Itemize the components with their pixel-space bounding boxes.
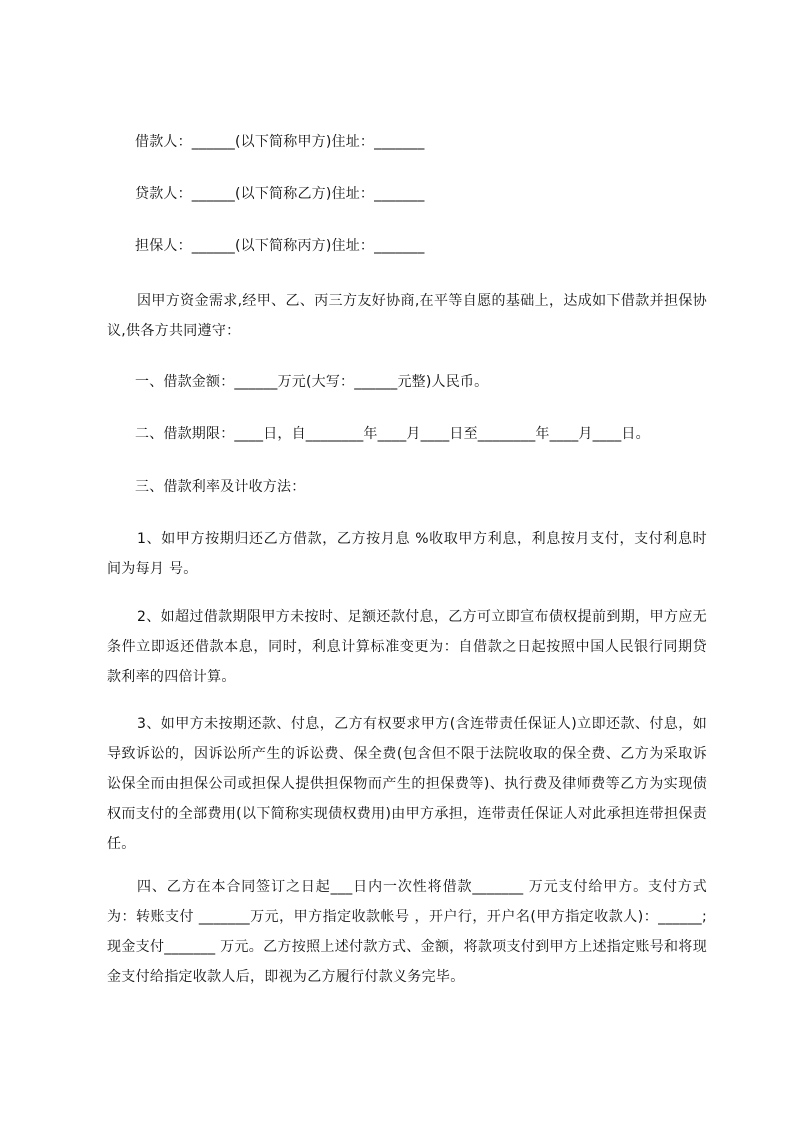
borrower-line: 借款人：______(以下简称甲方)住址：_______ — [135, 134, 425, 150]
clause-item-2: 2、如超过借款期限甲方未按时、足额还款付息，乙方可立即宣布债权提前到期，甲方应无条件立即返还借款本息，同时，利息计算标准变更为：自借款之日起按照中国人民银行同期贷款利率的四倍计算。 — [107, 609, 707, 685]
clause-term: 二、借款期限：____日，自________年____月____日至________年____月____日。 — [135, 426, 650, 442]
clause-payment: 四、乙方在本合同签订之日起___日内一次性将借款_______ 万元支付给甲方。支付方式为：转账支付 _______万元，甲方指定收款帐号 ，开户行，开户名(甲方指定收款人)：______;现金支付_______ 万元。乙方按照上述付款方式、金额，将款项支付到甲方上述指定账号和将现金支付给指定收款人后，即视为乙方履行付款义务完毕。 — [107, 879, 707, 985]
lender-line: 贷款人：______(以下简称乙方)住址：_______ — [135, 186, 425, 202]
clause-interest-heading: 三、借款利率及计收方法： — [135, 479, 306, 495]
guarantor-line: 担保人：______(以下简称丙方)住址：_______ — [135, 238, 425, 254]
clause-amount: 一、借款金额：______万元(大写：______元整)人民币。 — [135, 374, 489, 390]
clause-item-1: 1、如甲方按期归还乙方借款，乙方按月息 %收取甲方利息，利息按月支付，支付利息时间为每月 号。 — [107, 531, 707, 577]
clause-item-3: 3、如甲方未按期还款、付息，乙方有权要求甲方(含连带责任保证人)立即还款、付息，如导致诉讼的，因诉讼所产生的诉讼费、保全费(包含但不限于法院收取的保全费、乙方为采取诉讼保全而由担保公司或担保人提供担保物而产生的担保费等)、执行费及律师费等乙方为实现债权而支付的全部费用(以下简称实现债权费用)由甲方承担，连带责任保证人对此承担连带担保责任。 — [107, 716, 707, 852]
intro-paragraph: 因甲方资金需求,经甲、乙、丙三方友好协商,在平等自愿的基础上，达成如下借款并担保协议,供各方共同遵守： — [107, 293, 707, 339]
